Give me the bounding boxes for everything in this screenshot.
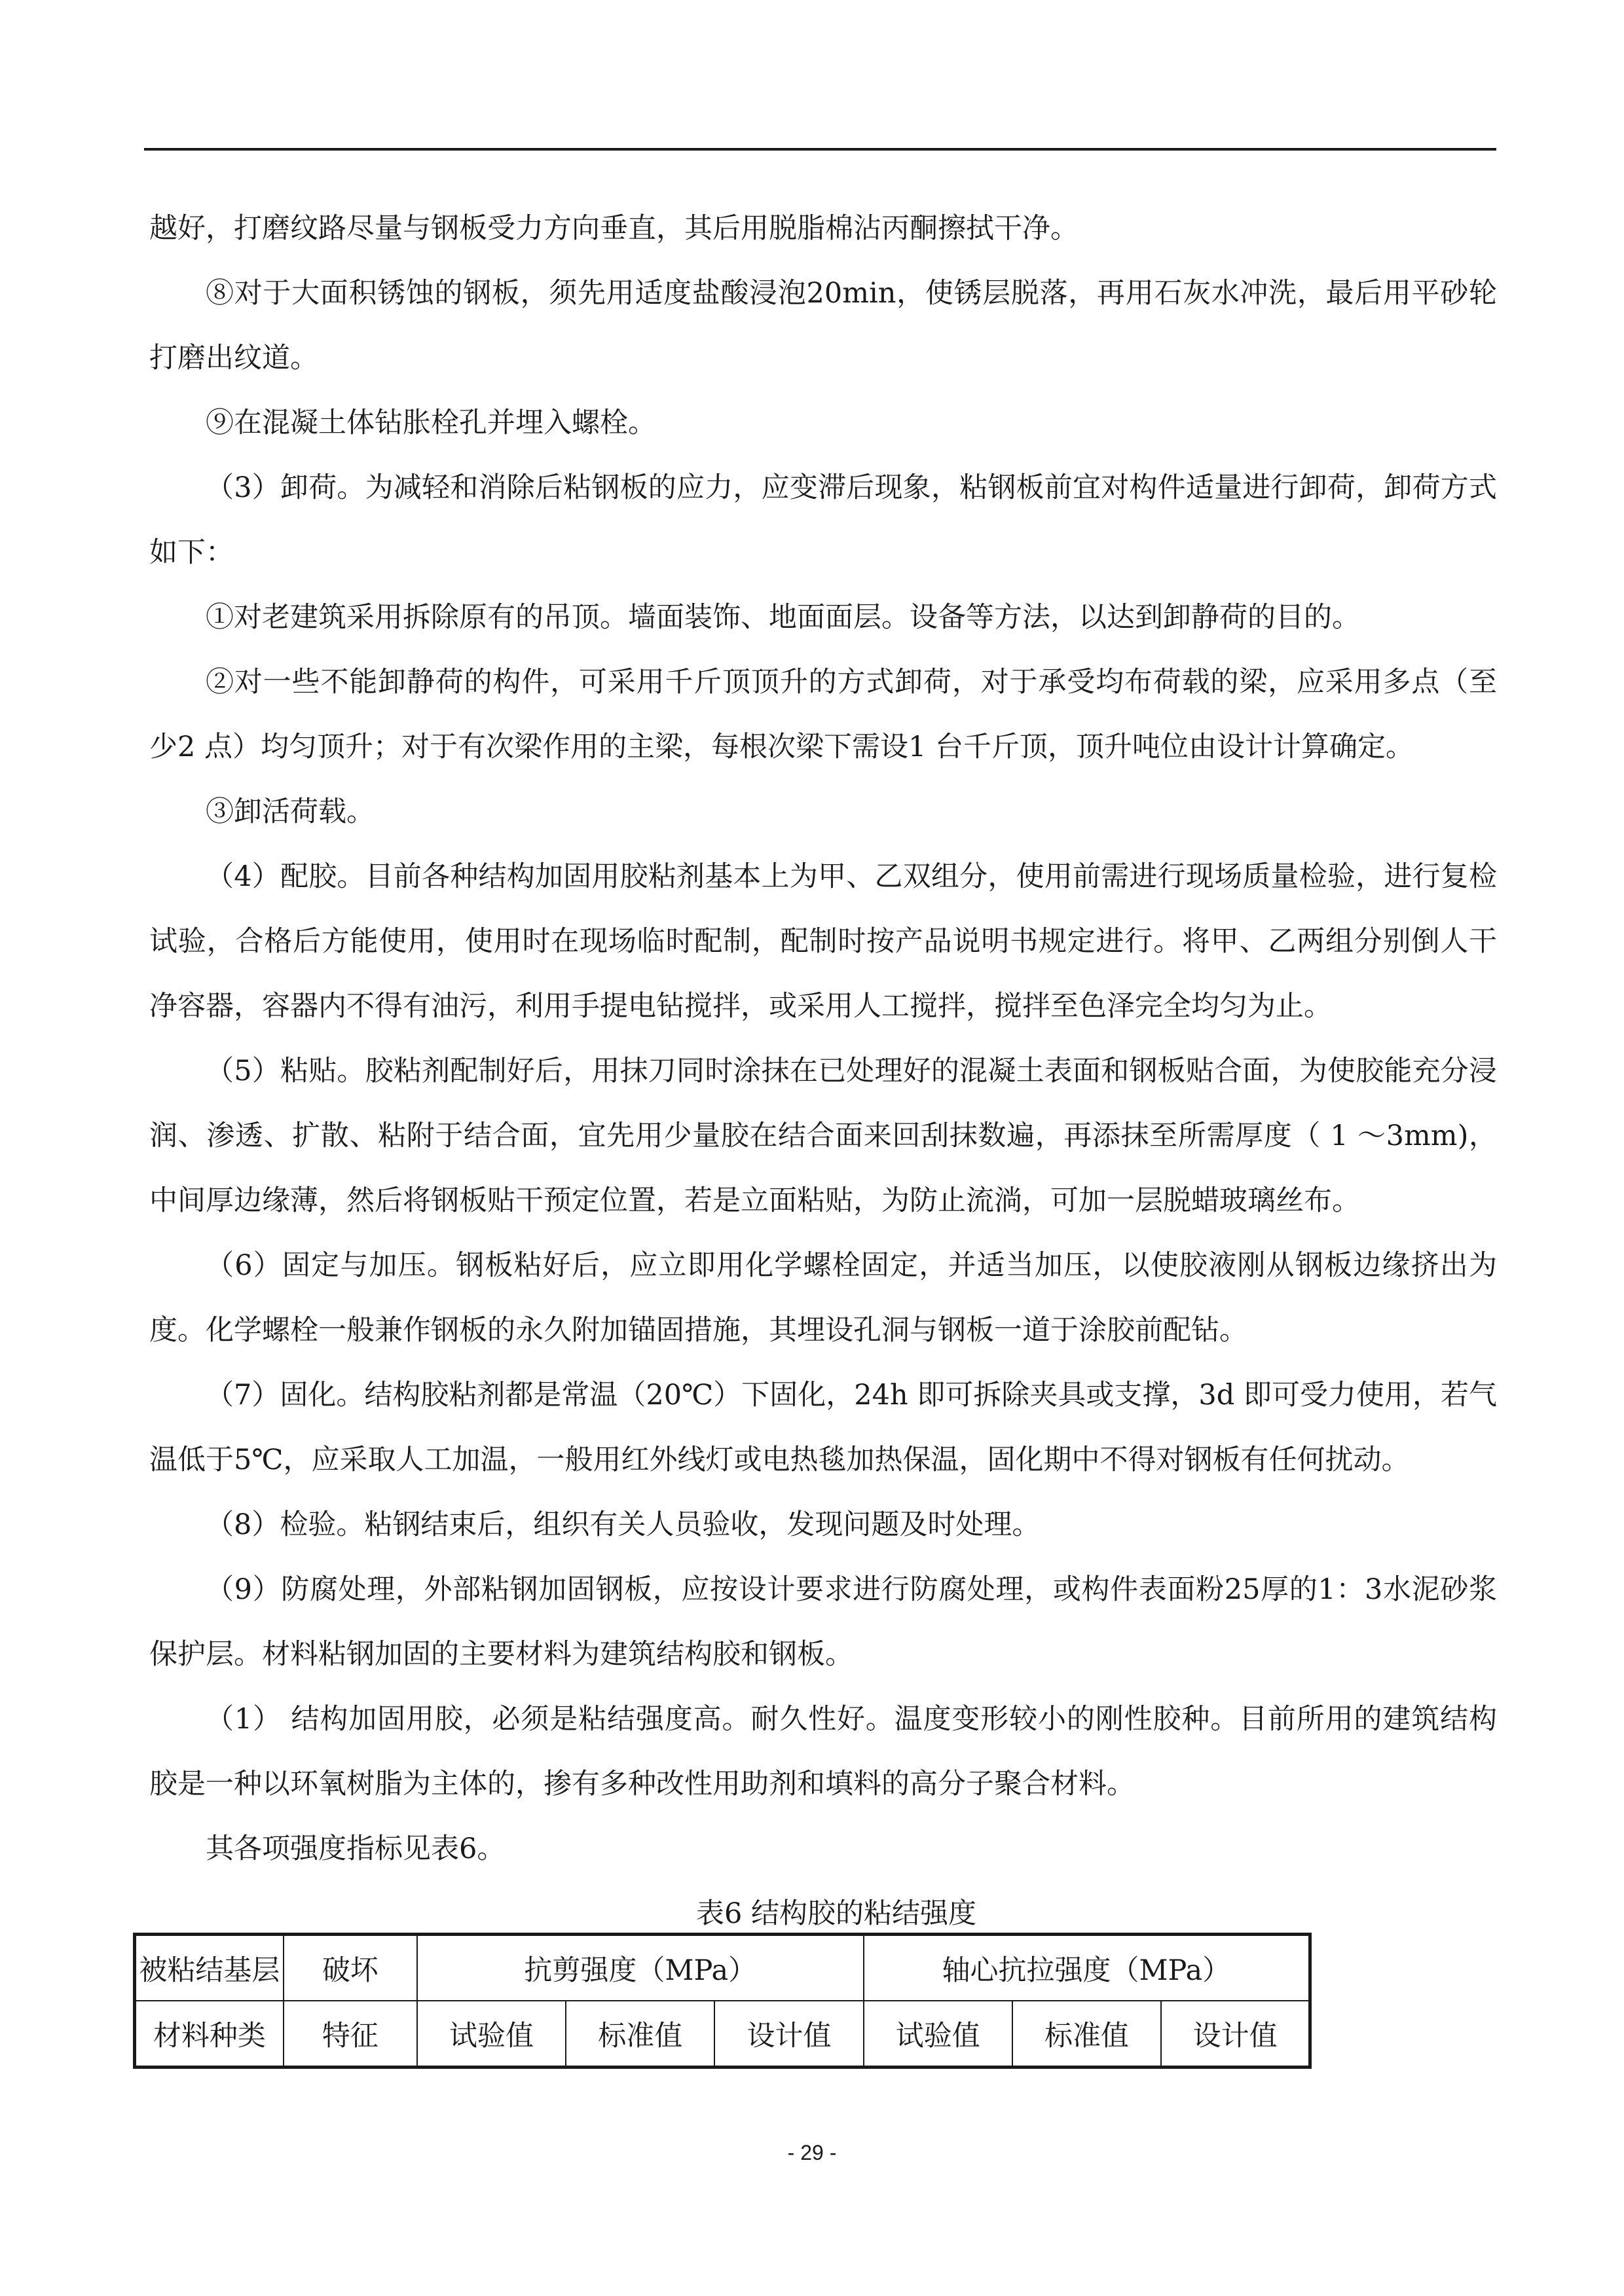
paragraph: ⑨在混凝土体钻胀栓孔并埋入螺栓。 [206,407,656,439]
table-header-group-tensile: 轴心抗拉强度（MPa） [864,1935,1310,2001]
table-header-cell: 材料种类 [135,2001,284,2068]
paragraph: 其各项强度指标见表6。 [206,1832,506,1865]
paragraph: （5）粘贴。胶粘剂配制好后，用抹刀同时涂抹在已处理好的混凝土表面和钢板贴合面，为使胶能充分浸润、渗透、扩散、粘附于结合面，宜先用少量胶在结合面来回刮抹数遍，再添抹至所需厚度（ 1 ～3mm)，中间厚边缘薄，然后将钢板贴干预定位置，若是立面粘贴，为防止流淌，可加一层脱蜡玻璃丝布。 [149,1055,1497,1217]
paragraph: ⑧对于大面积锈蚀的钢板，须先用适度盐酸浸泡20min，使锈层脱落，再用石灰水冲洗，最后用平砂轮打磨出纹道。 [149,277,1497,374]
paragraph: （7）固化。结构胶粘剂都是常温（20℃）下固化，24h 即可拆除夹具或支撑，3d 即可受力使用，若气温低于5℃，应采取人工加温，一般用红外线灯或电热毯加热保温，固化期中不得对钢板有任何扰动。 [149,1379,1497,1476]
table-header-cell: 特征 [284,2001,417,2068]
paragraph: ②对一些不能卸静荷的构件，可采用千斤顶顶升的方式卸荷，对于承受均布荷载的梁，应采用多点（至少2 点）均匀顶升；对于有次梁作用的主梁，每根次梁下需设1 台千斤顶，顶升吨位由设计计算确定。 [149,666,1497,763]
table-header-group-shear: 抗剪强度（MPa） [417,1935,864,2001]
document-body [149,196,1497,1946]
paragraph: 越好，打磨纹路尽量与钢板受力方向垂直，其后用脱脂棉沾丙酮擦拭干净。 [149,212,1079,245]
paragraph: （3）卸荷。为减轻和消除后粘钢板的应力，应变滞后现象，粘钢板前宜对构件适量进行卸荷，卸荷方式如下： [149,471,1497,569]
table-caption: 表6 结构胶的粘结强度 [695,1897,977,1930]
table-subheader-cell: 标准值 [566,2001,714,2068]
paragraph: （4）配胶。目前各种结构加固用胶粘剂基本上为甲、乙双组分，使用前需进行现场质量检验，进行复检试验，合格后方能使用，使用时在现场临时配制，配制时按产品说明书规定进行。将甲、乙两组分别倒人干净容器，容器内不得有油污，利用手提电钻搅拌，或采用人工搅拌，搅拌至色泽完全均匀为止。 [149,860,1497,1023]
paragraph: （6）固定与加压。钢板粘好后，应立即用化学螺栓固定，并适当加压，以使胶液刚从钢板边缘挤出为度。化学螺栓一般兼作钢板的永久附加锚固措施，其埋设孔洞与钢板一道于涂胶前配钻。 [149,1249,1497,1347]
table-subheader-cell: 设计值 [1161,2001,1310,2068]
page-number: - 29 - [787,2141,837,2164]
table-header-row [135,2001,1310,2068]
header-rule [144,148,1496,151]
table-header-cell: 破坏 [284,1935,417,2001]
bond-strength-table [133,1933,1312,2069]
table-header-row [135,1935,1310,2001]
table-subheader-cell: 设计值 [714,2001,863,2068]
table-subheader-cell: 标准值 [1012,2001,1161,2068]
paragraph: ①对老建筑采用拆除原有的吊顶。墙面装饰、地面面层。设备等方法，以达到卸静荷的目的。 [206,601,1360,634]
paragraph: （9）防腐处理，外部粘钢加固钢板，应按设计要求进行防腐处理，或构件表面粉25厚的1：3水泥砂浆保护层。材料粘钢加固的主要材料为建筑结构胶和钢板。 [149,1573,1497,1671]
paragraph: （8）检验。粘钢结束后，组织有关人员验收，发现问题及时处理。 [206,1508,1041,1541]
table-header-cell: 被粘结基层 [135,1935,284,2001]
paragraph: ③卸活荷载。 [206,795,375,828]
paragraph: （1） 结构加固用胶，必须是粘结强度高。耐久性好。温度变形较小的刚性胶种。目前所用的建筑结构胶是一种以环氧树脂为主体的，掺有多种改性用助剂和填料的高分子聚合材料。 [149,1703,1497,1800]
table-subheader-cell: 试验值 [417,2001,566,2068]
table-subheader-cell: 试验值 [864,2001,1012,2068]
